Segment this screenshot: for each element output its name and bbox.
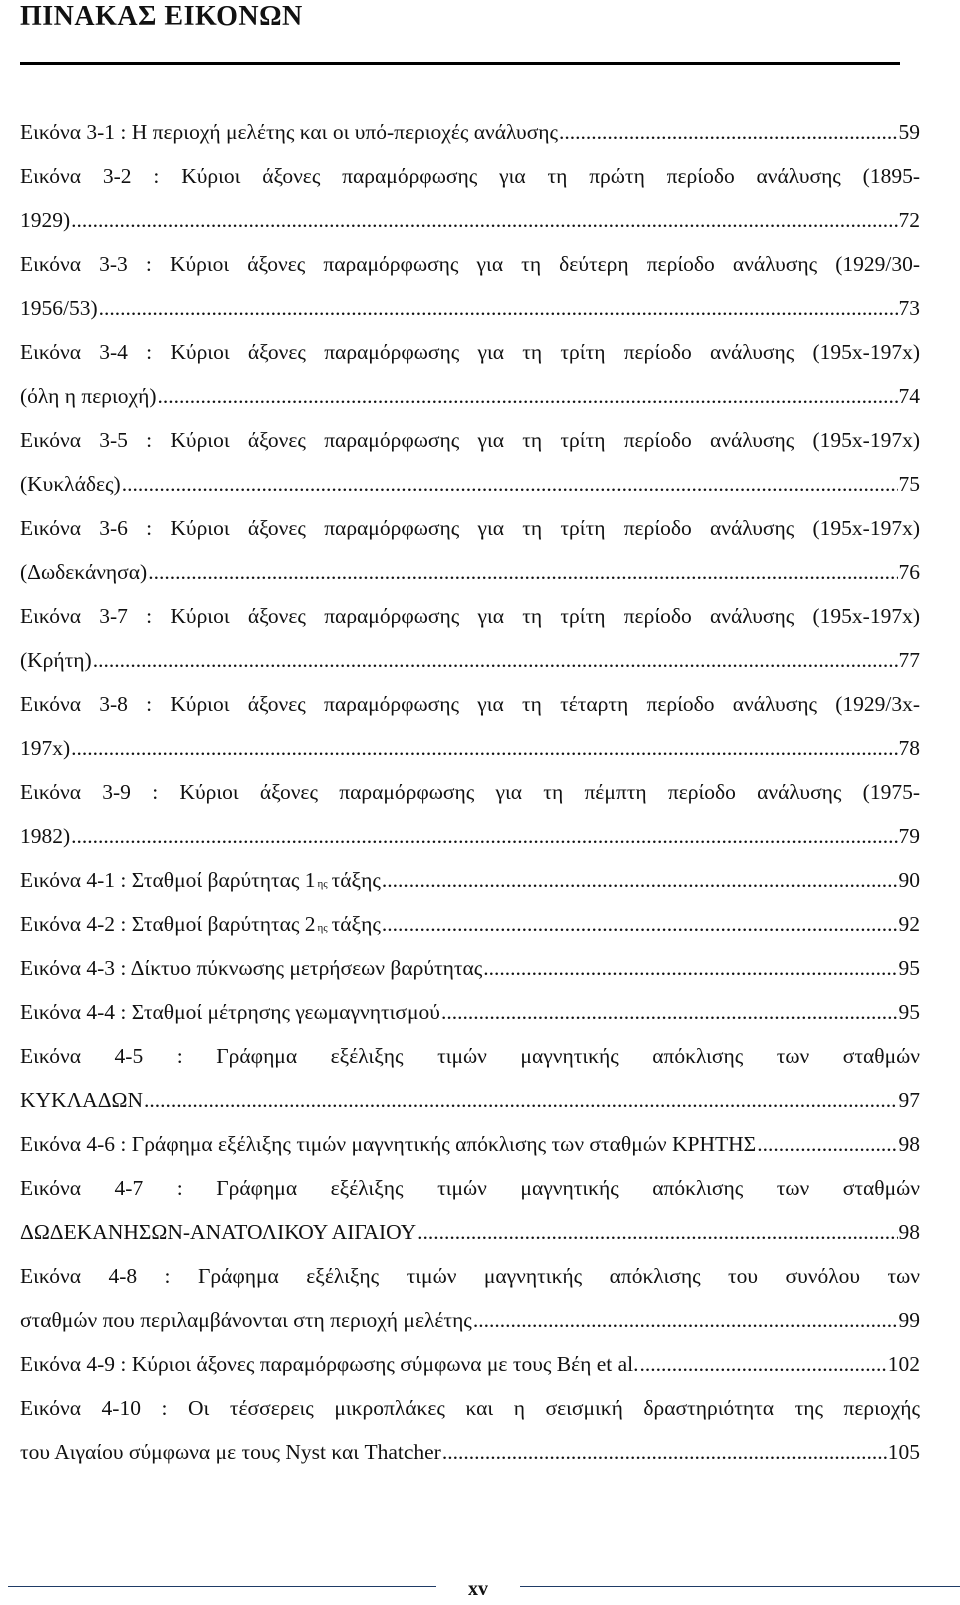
toc-entry[interactable]	[20, 1386, 920, 1474]
toc-page-number[interactable]: 76	[898, 560, 920, 584]
toc-entry-line	[20, 1342, 920, 1386]
toc-entry-line: Εικόνα 3-7 : Κύριοι άξονες παραμόρφωσης για τη τρίτη περίοδο ανάλυσης (195x-197x)	[20, 604, 920, 628]
toc-page-number[interactable]: 74	[898, 384, 920, 408]
dot-leader	[71, 198, 897, 242]
page-title: ΠΙΝΑΚΑΣ ΕΙΚΟΝΩΝ	[20, 1, 303, 32]
toc-entry-line: Εικόνα 3-2 : Κύριοι άξονες παραμόρφωσης για τη πρώτη περίοδο ανάλυσης (1895-	[20, 164, 920, 188]
toc-entry-text-after: τάξης	[331, 912, 381, 936]
toc-page-number[interactable]: 90	[898, 868, 920, 892]
toc-entry-text: Εικόνα 3-1 : Η περιοχή μελέτης και οι υπό-περιοχές ανάλυσης	[20, 120, 559, 144]
dot-leader	[382, 858, 898, 902]
dot-leader	[157, 374, 897, 418]
ordinal-superscript: ης	[317, 922, 328, 934]
toc-page-number[interactable]: 73	[898, 296, 920, 320]
toc-entry-line	[20, 110, 920, 154]
toc-page-number[interactable]: 77	[898, 648, 920, 672]
toc-entry[interactable]	[20, 682, 920, 770]
toc-entry-line	[20, 946, 920, 990]
toc-entry-line	[20, 198, 920, 242]
toc-page-number[interactable]: 75	[898, 472, 920, 496]
toc-entry-line	[20, 902, 920, 946]
toc-entry[interactable]	[20, 110, 920, 154]
toc-entry-text: Εικόνα 4-2 : Σταθμοί βαρύτητας 2	[20, 912, 316, 936]
toc-entry[interactable]	[20, 330, 920, 418]
toc-entry-line	[20, 374, 920, 418]
dot-leader	[757, 1122, 897, 1166]
toc-entry-text: (όλη η περιοχή)	[20, 384, 157, 408]
toc-page-number[interactable]: 102	[887, 1352, 920, 1376]
toc-entry-text: 197x)	[20, 736, 71, 760]
toc-page-number[interactable]: 99	[898, 1308, 920, 1332]
toc-entry-line: Εικόνα 4-8 : Γράφημα εξέλιξης τιμών μαγνητικής απόκλισης του συνόλου των	[20, 1264, 920, 1288]
toc-page-number[interactable]: 72	[898, 208, 920, 232]
toc-entry-text: (Κυκλάδες)	[20, 472, 121, 496]
title-divider	[20, 62, 900, 65]
toc-entry-line: Εικόνα 3-3 : Κύριοι άξονες παραμόρφωσης για τη δεύτερη περίοδο ανάλυσης (1929/30-	[20, 252, 920, 276]
toc-entry-line: Εικόνα 4-7 : Γράφημα εξέλιξης τιμών μαγνητικής απόκλισης των σταθμών	[20, 1176, 920, 1200]
toc-entry[interactable]	[20, 990, 920, 1034]
toc-entry[interactable]	[20, 1122, 920, 1166]
dot-leader	[148, 550, 897, 594]
dot-leader	[442, 1430, 887, 1474]
toc-entry-text: 1956/53)	[20, 296, 98, 320]
toc-entry[interactable]	[20, 1254, 920, 1342]
toc-page-number[interactable]: 59	[898, 120, 920, 144]
toc-entry[interactable]	[20, 1034, 920, 1122]
toc-entry-text: (Κρήτη)	[20, 648, 92, 672]
toc-entry-line: Εικόνα 3-6 : Κύριοι άξονες παραμόρφωσης για τη τρίτη περίοδο ανάλυσης (195x-197x)	[20, 516, 920, 540]
toc-entry-text: του Αιγαίου σύμφωνα με τους Nyst και Thatcher	[20, 1440, 441, 1464]
dot-leader	[640, 1342, 887, 1386]
toc-entry[interactable]	[20, 1342, 920, 1386]
toc-entry[interactable]	[20, 242, 920, 330]
toc-page-number[interactable]: 105	[887, 1440, 920, 1464]
dot-leader	[122, 462, 898, 506]
dot-leader	[99, 286, 898, 330]
footer-divider-left	[8, 1586, 436, 1587]
toc-entry[interactable]	[20, 594, 920, 682]
toc-entry-text: Εικόνα 4-4 : Σταθμοί μέτρησης γεωμαγνητισμού	[20, 1000, 440, 1024]
toc-entry-line: Εικόνα 3-5 : Κύριοι άξονες παραμόρφωσης για τη τρίτη περίοδο ανάλυσης (195x-197x)	[20, 428, 920, 452]
toc-entry-text: Εικόνα 4-1 : Σταθμοί βαρύτητας 1	[20, 868, 316, 892]
toc-entry[interactable]	[20, 902, 920, 946]
dot-leader	[441, 990, 898, 1034]
toc-entry[interactable]	[20, 1166, 920, 1254]
toc-page-number[interactable]: 98	[898, 1132, 920, 1156]
dot-leader	[71, 814, 897, 858]
dot-leader	[382, 902, 898, 946]
page-number: xv	[468, 1578, 488, 1600]
toc-entry[interactable]	[20, 770, 920, 858]
toc-entry-line	[20, 726, 920, 770]
table-of-figures	[20, 110, 920, 1474]
page-footer	[0, 1576, 960, 1605]
toc-entry-text-after: τάξης	[331, 868, 381, 892]
toc-entry-line	[20, 814, 920, 858]
toc-page-number[interactable]: 95	[898, 956, 920, 980]
dot-leader	[93, 638, 898, 682]
toc-entry-text: Εικόνα 4-9 : Κύριοι άξονες παραμόρφωσης σύμφωνα με τους Βέη et al.	[20, 1352, 639, 1376]
toc-entry-line	[20, 1078, 920, 1122]
dot-leader	[417, 1210, 897, 1254]
toc-page-number[interactable]: 95	[898, 1000, 920, 1024]
toc-entry-line: Εικόνα 3-8 : Κύριοι άξονες παραμόρφωσης για τη τέταρτη περίοδο ανάλυσης (1929/3x-	[20, 692, 920, 716]
toc-entry-line	[20, 1298, 920, 1342]
toc-entry-line	[20, 1210, 920, 1254]
toc-entry-line	[20, 462, 920, 506]
toc-entry-text: Εικόνα 4-3 : Δίκτυο πύκνωσης μετρήσεων βαρύτητας	[20, 956, 483, 980]
toc-entry-line	[20, 858, 920, 902]
toc-entry-line: Εικόνα 3-9 : Κύριοι άξονες παραμόρφωσης για τη πέμπτη περίοδο ανάλυσης (1975-	[20, 780, 920, 804]
dot-leader	[559, 110, 897, 154]
toc-page-number[interactable]: 97	[898, 1088, 920, 1112]
toc-entry-line: Εικόνα 4-5 : Γράφημα εξέλιξης τιμών μαγνητικής απόκλισης των σταθμών	[20, 1044, 920, 1068]
toc-entry-line	[20, 1122, 920, 1166]
ordinal-superscript: ης	[317, 878, 328, 890]
toc-entry-line	[20, 550, 920, 594]
toc-entry-text: (Δωδεκάνησα)	[20, 560, 148, 584]
toc-entry-text: ΔΩΔΕΚΑΝΗΣΩΝ-ΑΝΑΤΟΛΙΚΟΥ ΑΙΓΑΙΟΥ	[20, 1220, 417, 1244]
toc-page-number[interactable]: 98	[898, 1220, 920, 1244]
toc-entry-text: ΚΥΚΛΑΔΩΝ	[20, 1088, 144, 1112]
toc-entry[interactable]	[20, 946, 920, 990]
toc-entry-line	[20, 286, 920, 330]
dot-leader	[473, 1298, 898, 1342]
toc-entry[interactable]	[20, 506, 920, 594]
toc-page-number[interactable]: 78	[898, 736, 920, 760]
dot-leader	[483, 946, 897, 990]
dot-leader	[71, 726, 897, 770]
toc-page-number[interactable]: 79	[898, 824, 920, 848]
dot-leader	[144, 1078, 897, 1122]
toc-entry-line	[20, 1430, 920, 1474]
toc-entry[interactable]	[20, 154, 920, 242]
toc-entry-line: Εικόνα 3-4 : Κύριοι άξονες παραμόρφωσης για τη τρίτη περίοδο ανάλυσης (195x-197x)	[20, 340, 920, 364]
toc-entry-line	[20, 990, 920, 1034]
toc-entry-text: 1929)	[20, 208, 71, 232]
footer-divider-right	[520, 1586, 960, 1587]
toc-entry[interactable]	[20, 418, 920, 506]
toc-entry-text: Εικόνα 4-6 : Γράφημα εξέλιξης τιμών μαγνητικής απόκλισης των σταθμών ΚΡΗΤΗΣ	[20, 1132, 757, 1156]
toc-entry-line	[20, 638, 920, 682]
toc-entry-text: 1982)	[20, 824, 71, 848]
toc-entry-line: Εικόνα 4-10 : Οι τέσσερεις μικροπλάκες και η σεισμική δραστηριότητα της περιοχής	[20, 1396, 920, 1420]
toc-entry-text: σταθμών που περιλαμβάνονται στη περιοχή μελέτης	[20, 1308, 472, 1332]
toc-page-number[interactable]: 92	[898, 912, 920, 936]
toc-entry[interactable]	[20, 858, 920, 902]
